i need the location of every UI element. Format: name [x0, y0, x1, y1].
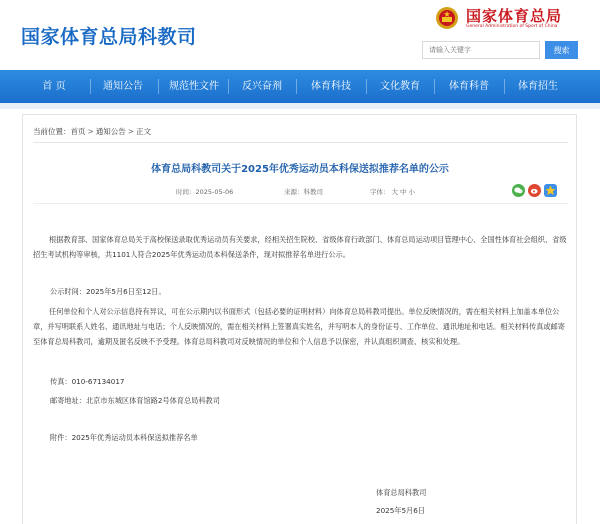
nav-item-science-popularization[interactable]: 体育科普	[449, 81, 489, 92]
nav-separator	[504, 79, 505, 94]
org-name-en: General Administration of Sport of China	[466, 24, 558, 29]
font-small-button[interactable]: 小	[408, 188, 415, 196]
search-input[interactable]	[422, 41, 540, 59]
breadcrumb-separator: >	[127, 127, 135, 136]
font-large-button[interactable]: 大	[391, 188, 398, 196]
weibo-icon[interactable]	[528, 184, 541, 197]
mailing-address: 邮寄地址：北京市东城区体育馆路2号体育总局科教司	[50, 396, 220, 405]
fax-number: 传真：010-67134017	[50, 377, 125, 386]
breadcrumb-home[interactable]: 首页	[70, 127, 86, 136]
nav-item-sports-tech[interactable]: 体育科技	[311, 81, 351, 92]
search-button[interactable]: 搜索	[545, 41, 578, 59]
qzone-icon[interactable]	[544, 184, 557, 197]
font-size-control	[370, 187, 415, 196]
nav-separator	[296, 79, 297, 94]
nav-separator	[434, 79, 435, 94]
nav-item-anti-doping[interactable]: 反兴奋剂	[242, 81, 282, 92]
breadcrumb-section[interactable]: 通知公告	[95, 127, 126, 136]
nav-band	[0, 103, 600, 109]
nav-item-notices[interactable]: 通知公告	[103, 81, 143, 92]
publicity-period: 公示时间：2025年5月6日至12日。	[50, 287, 166, 296]
nav-item-home[interactable]: 首 页	[42, 81, 66, 92]
article-paragraph-intro: 根据教育部、国家体育总局关于高校保送录取优秀运动员有关要求，经相关招生院校、省级体育行政部门、体育总局运动项目管理中心、全国性体育社会组织、省级招生考试机构等审核，共1101人符合2025年优秀运动员本科保送条件，现对拟推荐名单进行公示。	[33, 235, 567, 259]
national-emblem-icon	[435, 6, 459, 30]
wechat-icon[interactable]	[512, 184, 525, 197]
main-nav	[0, 70, 600, 103]
nav-item-culture-education[interactable]: 文化教育	[380, 81, 420, 92]
publish-time: 时间：2025-05-06	[176, 188, 234, 196]
nav-item-admissions[interactable]: 体育招生	[518, 81, 558, 92]
breadcrumb	[33, 126, 151, 137]
nav-separator	[90, 79, 91, 94]
divider	[33, 203, 568, 204]
sign-date: 2025年5月6日	[376, 506, 426, 515]
divider	[33, 142, 568, 143]
article-paragraph-objection: 任何单位和个人对公示信息持有异议，可在公示期内以书面形式（包括必要的证明材料）向体育总局科教司提出。单位反映情况的，需在相关材料上加盖本单位公章，并写明联系人姓名、通讯地址与电话；个人反映情况的，需在相关材料上签署真实姓名，并写明本人的身份证号、工作单位、通讯地址和电话。相关材料传真或邮寄至体育总局科教司，逾期及匿名反映不予受理。体育总局科教司对反映情况的单位和个人信息予以保密，并认真组织调查、核实和处理。	[33, 307, 565, 346]
nav-separator	[366, 79, 367, 94]
font-medium-button[interactable]: 中	[400, 188, 407, 196]
breadcrumb-current: 正文	[136, 127, 152, 136]
article-source: 来源：科教司	[284, 188, 323, 196]
nav-separator	[228, 79, 229, 94]
breadcrumb-separator: >	[87, 127, 94, 136]
breadcrumb-prefix: 当前位置：	[33, 127, 71, 136]
site-title[interactable]: 国家体育总局科教司	[21, 26, 197, 48]
article-title: 体育总局科教司关于2025年优秀运动员本科保送拟推荐名单的公示	[151, 164, 449, 175]
nav-item-regulations[interactable]: 规范性文件	[169, 81, 219, 92]
org-name: 国家体育总局	[466, 7, 563, 25]
font-size-label: 字体：	[370, 188, 390, 196]
nav-separator	[158, 79, 159, 94]
attachment-link[interactable]: 附件：2025年优秀运动员本科保送拟推荐名单	[50, 433, 198, 442]
signature: 体育总局科教司	[376, 488, 427, 497]
page-header	[0, 0, 600, 70]
